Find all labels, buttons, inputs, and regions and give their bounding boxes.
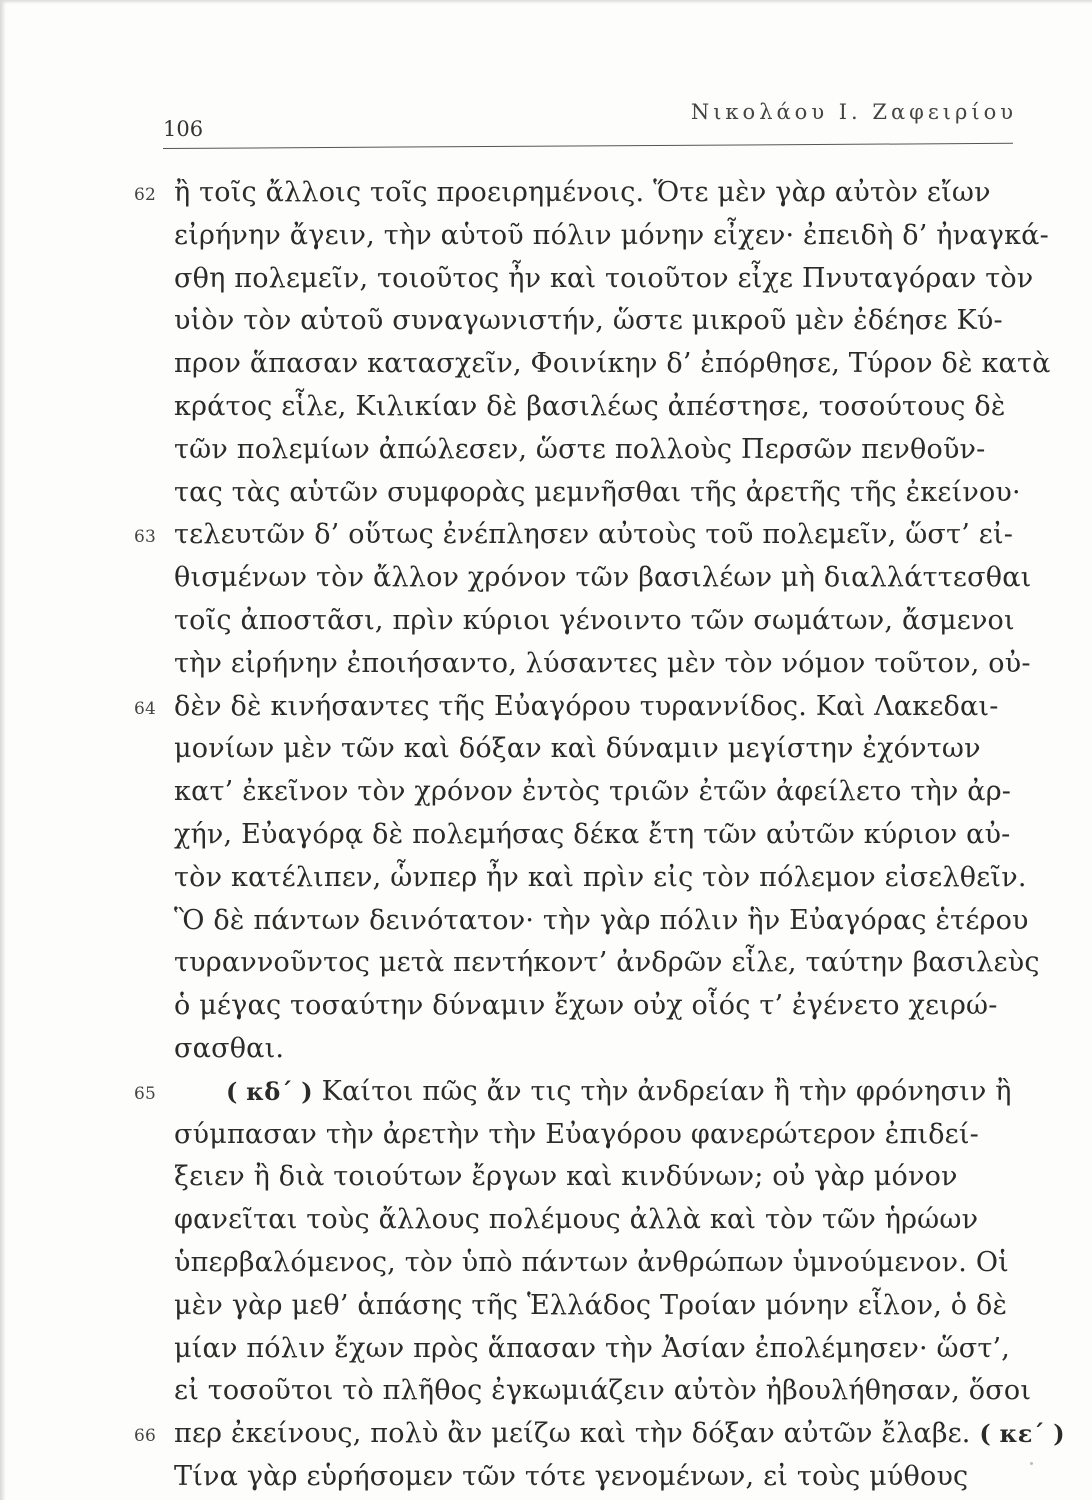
- text-line: [140, 386, 1040, 429]
- text-line: [134, 1413, 1065, 1456]
- line-text: μὲν γὰρ μεθ’ ἁπάσης τῆς Ἑλλάδος Τροίαν μόνην εἷλον, ὁ δὲ: [174, 1289, 1008, 1321]
- scan-speck: [1030, 1462, 1033, 1465]
- line-text: υἱὸν τὸν αὑτοῦ συναγωνιστήν, ὥστε μικροῦ μὲν ἐδέησε Κύ-: [174, 305, 1003, 337]
- line-text: τελευτῶν δ’ οὕτως ἐνέπλησεν αὐτοὺς τοῦ πολεμεῖν, ὥστ’ εἰ-: [174, 519, 1014, 551]
- line-text: Τίνα γὰρ εὑρήσομεν τῶν τότε γενομένων, εἰ τοὺς μύθους: [174, 1460, 969, 1492]
- text-line: [134, 1071, 1040, 1114]
- text-line: [140, 429, 1040, 472]
- chapter-marker: ( κε΄ ): [979, 1419, 1065, 1449]
- scan-edge-top: [0, 0, 1092, 4]
- line-text: φανεῖται τοὺς ἄλλους πολέμους ἀλλὰ καὶ τὸν τῶν ἡρώων: [174, 1204, 979, 1236]
- text-line: [140, 1199, 1040, 1242]
- line-text: τοῖς ἀποστᾶσι, πρὶν κύριοι γένοιντο τῶν σωμάτων, ἄσμενοι: [174, 604, 1015, 636]
- text-line: [140, 942, 1040, 985]
- text-line: [140, 1028, 1040, 1071]
- line-text: Ὃ δὲ πάντων δεινότατον· τὴν γὰρ πόλιν ἣν Εὐαγόρας ἑτέρου: [174, 904, 1029, 936]
- text-line: [140, 857, 1040, 900]
- text-line: [140, 1328, 1040, 1371]
- line-text: εἰ τοσοῦτοι τὸ πλῆθος ἐγκωμιάζειν αὐτὸν ἠβουλήθησαν, ὅσοι: [174, 1375, 1032, 1407]
- text-line: [140, 814, 1040, 857]
- line-text: εἰρήνην ἄγειν, τὴν αὑτοῦ πόλιν μόνην εἶχεν· ἐπειδὴ δ’ ἠναγκά-: [174, 219, 1049, 251]
- line-number: 62: [134, 185, 157, 205]
- running-head: Νικολάου Ι. Ζαφειρίου: [690, 100, 1017, 124]
- line-text: ἢ τοῖς ἄλλοις τοῖς προειρημένοις. Ὅτε μὲν γὰρ αὐτὸν εἴων: [174, 177, 991, 208]
- line-text: τὸν κατέλιπεν, ὧνπερ ἦν καὶ πρὶν εἰς τὸν πόλεμον εἰσελθεῖν.: [174, 861, 1027, 893]
- line-text: ὁ μέγας τοσαύτην δύναμιν ἔχων οὐχ οἷός τ’ ἐγένετο χειρώ-: [174, 990, 998, 1022]
- line-body: Καίτοι πῶς ἄν τις τὴν ἀνδρείαν ἢ τὴν φρόνησιν ἢ: [321, 1075, 1012, 1107]
- chapter-marker: ( κδ΄ ): [226, 1076, 313, 1106]
- line-text: [226, 1071, 1012, 1114]
- line-body: περ ἐκείνους, πολὺ ἂν μείζω καὶ τὴν δόξαν αὐτῶν ἔλαβε.: [174, 1418, 971, 1450]
- line-text: μονίων μὲν τῶν καὶ δόξαν καὶ δύναμιν μεγίστην ἐχόντων: [174, 733, 981, 765]
- text-line: [140, 1285, 1040, 1328]
- line-text: σασθαι.: [174, 1032, 285, 1064]
- text-line: [140, 258, 1040, 301]
- line-text: [174, 1413, 1065, 1456]
- text-line: [140, 1456, 1040, 1499]
- text-line: [140, 1242, 1040, 1285]
- line-text: κατ’ ἐκεῖνον τὸν χρόνον ἐντὸς τριῶν ἐτῶν ἀφείλετο τὴν ἀρ-: [174, 776, 1012, 808]
- line-text: ὑπερβαλόμενος, τὸν ὑπὸ πάντων ἀνθρώπων ὑμνούμενον. Οἱ: [174, 1246, 1009, 1278]
- text-line: [140, 1370, 1040, 1413]
- line-text: σύμπασαν τὴν ἀρετὴν τὴν Εὐαγόρου φανερώτερον ἐπιδεί-: [174, 1118, 979, 1150]
- text-line: [140, 557, 1040, 600]
- line-text: τῶν πολεμίων ἀπώλεσεν, ὥστε πολλοὺς Περσῶν πενθοῦν-: [174, 433, 986, 465]
- line-number: 65: [134, 1083, 157, 1104]
- text-line: [134, 172, 1040, 215]
- line-text: προν ἅπασαν κατασχεῖν, Φοινίκην δ’ ἐπόρθησε, Τύρον δὲ κατὰ: [174, 348, 1051, 380]
- text-line: [140, 643, 1040, 686]
- line-text: ξειεν ἢ διὰ τοιούτων ἔργων καὶ κινδύνων; οὐ γὰρ μόνον: [174, 1161, 958, 1193]
- line-text: θισμένων τὸν ἄλλον χρόνον τῶν βασιλέων μὴ διαλλάττεσθαι: [174, 562, 1032, 594]
- text-line: [140, 472, 1040, 515]
- line-text: χήν, Εὐαγόρᾳ δὲ πολεμήσας δέκα ἔτη τῶν αὐτῶν κύριον αὐ-: [174, 818, 1011, 850]
- line-number: 64: [134, 698, 157, 719]
- line-text: μίαν πόλιν ἔχων πρὸς ἅπασαν τὴν Ἀσίαν ἐπολέμησεν· ὥστ’,: [174, 1332, 1011, 1364]
- text-line: [140, 1114, 1040, 1157]
- text-line: [140, 771, 1040, 814]
- text-line: [140, 985, 1040, 1028]
- line-text: τὴν εἰρήνην ἐποιήσαντο, λύσαντες μὲν τὸν νόμον τοῦτον, οὐ-: [174, 647, 1031, 679]
- text-line: [134, 514, 1040, 557]
- text-line: [140, 900, 1040, 943]
- header-rule: [163, 143, 1013, 149]
- text-line: [140, 1156, 1040, 1199]
- text-line: [140, 215, 1049, 258]
- line-number: 66: [134, 1426, 157, 1447]
- line-number: 63: [134, 527, 157, 548]
- text-line: [140, 343, 1051, 386]
- line-text: δὲν δὲ κινήσαντες τῆς Εὐαγόρου τυραννίδος. Καὶ Λακεδαι-: [174, 690, 999, 722]
- line-text: σθη πολεμεῖν, τοιοῦτος ἦν καὶ τοιοῦτον εἶχε Πνυταγόραν τὸν: [174, 262, 1034, 294]
- line-text: τας τὰς αὑτῶν συμφορὰς μεμνῆσθαι τῆς ἀρετῆς τῆς ἐκείνου·: [174, 476, 1021, 508]
- text-line: [140, 600, 1040, 643]
- text-line: [140, 728, 1040, 771]
- page-number: 106: [163, 117, 204, 141]
- body-text: [134, 172, 1065, 1499]
- line-text: κράτος εἷλε, Κιλικίαν δὲ βασιλέως ἀπέστησε, τοσούτους δὲ: [174, 390, 1006, 422]
- line-text: τυραννοῦντος μετὰ πεντήκοντ’ ἀνδρῶν εἷλε, ταύτην βασιλεὺς: [174, 947, 1040, 979]
- scan-edge-left: [0, 0, 6, 1500]
- text-line: [134, 686, 1040, 729]
- text-line: [140, 300, 1040, 343]
